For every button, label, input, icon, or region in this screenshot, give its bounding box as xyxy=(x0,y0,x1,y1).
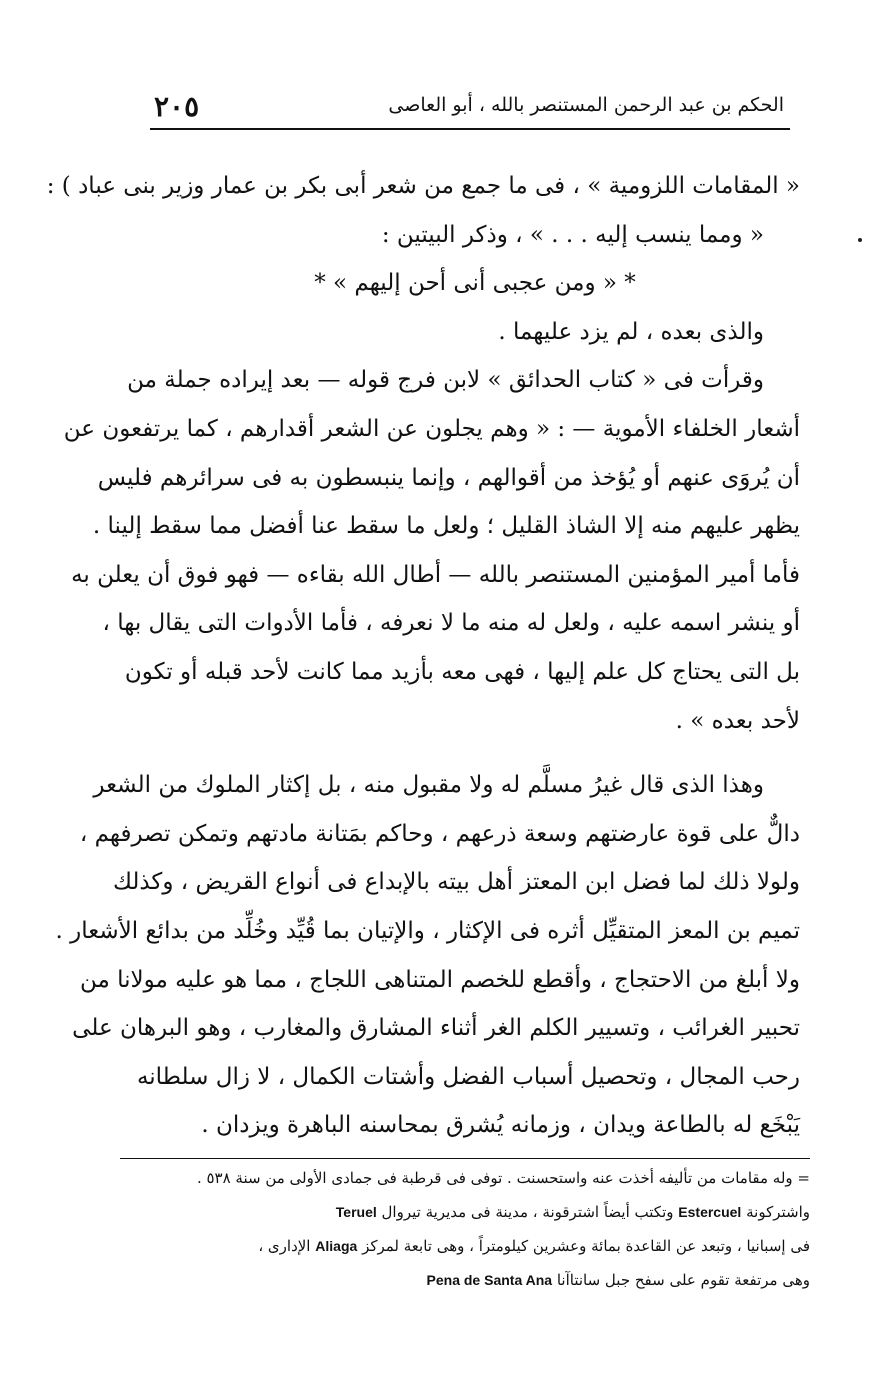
text-line: وقرأت فى « كتاب الحدائق » لابن فرج قوله — بعد إيراده جملة من xyxy=(127,367,764,394)
footnote-text: وهى مرتفعة تقوم على سفح جبل سانتاآنا xyxy=(556,1271,810,1289)
text-line: تحبير الغرائب ، وتسيير الكلم الغر أثناء المشارق والمغارب ، وهو البرهان على xyxy=(72,1015,800,1042)
text-line: « ومما ينسب إليه . . . » ، وذكر البيتين : xyxy=(381,221,764,248)
verse-line: * « ومن عجبى أنى أحن إليهم » * xyxy=(314,270,636,297)
latin-place-name: Teruel xyxy=(335,1204,377,1220)
latin-place-name: Aliaga xyxy=(315,1238,358,1254)
text-line: بل التى يحتاج كل علم إليها ، فهى معه بأزيد مما كانت لأحد قبله أو تكون xyxy=(124,658,800,685)
footnote-text: فى إسبانيا ، وتبعد عن القاعدة بمائة وعشرين كيلومتراً ، وهى تابعة لمركز xyxy=(362,1237,810,1255)
text-line: وهذا الذى قال غيرُ مسلَّم له ولا مقبول منه ، بل إكثار الملوك من الشعر xyxy=(93,772,764,799)
main-text xyxy=(46,162,800,1150)
text-line: ولولا ذلك لما فضل ابن المعتز أهل بيته بالإبداع فى أنواع القريض ، وكذلك xyxy=(112,869,800,896)
text-line: والذى بعده ، لم يزد عليهما . xyxy=(498,318,764,345)
footnote-text: الإدارى ، xyxy=(258,1237,311,1255)
text-line: « المقامات اللزومية » ، فى ما جمع من شعر أبى بكر بن عمار وزير بنى عباد ) : xyxy=(46,173,800,199)
page-number: ٢٠٥ xyxy=(154,90,200,123)
text-line: ولا أبلغ من الاحتجاج ، وأقطع للخصم المتناهى اللجاج ، مما هو عليه مولانا من xyxy=(80,966,800,993)
latin-place-name: Estercuel xyxy=(678,1204,742,1220)
footnote-text: وتكتب أيضاً اشترقونة ، مدينة فى مديرية تيروال xyxy=(381,1203,674,1221)
text-line: رحب المجال ، وتحصيل أسباب الفضل وأشتات الكمال ، لا زال سلطانه xyxy=(136,1063,800,1090)
footnote-line xyxy=(120,1263,810,1297)
text-line: لأحد بعده » . xyxy=(675,707,800,734)
text-line: فأما أمير المؤمنين المستنصر بالله — أطال الله بقاءه — فهو فوق أن يعلن به xyxy=(71,561,800,588)
text-line: أن يُروَى عنهم أو يُؤخذ من أقوالهم ، وإنما ينبسطون به فى سرائرهم فليس xyxy=(97,464,800,491)
running-title: الحكم بن عبد الرحمن المستنصر بالله ، أبو العاصى xyxy=(388,94,784,116)
text-line: يَبْخَع له بالطاعة ويدان ، وزمانه يُشرق بمحاسنه الباهرة ويزدان . xyxy=(201,1112,800,1139)
text-line: دالٌّ على قوة عارضتهم وسعة ذرعهم ، وحاكم بمَتانة مادتهم وتمكن تصرفهم ، xyxy=(79,820,800,847)
footnotes xyxy=(120,1158,810,1297)
text-line: تميم بن المعز المتقيِّل أثره فى الإكثار ، والإتيان بما قُيِّد وخُلِّد من بدائع الأشعار . xyxy=(55,917,800,944)
latin-place-name: Pena de Santa Ana xyxy=(426,1272,553,1288)
footnote-text: واشتركونة xyxy=(746,1203,810,1221)
footnote-line: = وله مقامات من تأليفه أخذت عنه واستحسنت . توفى فى قرطبة فى جمادى الأولى من سنة ٥٣٨ . xyxy=(196,1169,810,1187)
footnote-line xyxy=(120,1195,810,1229)
text-line: أو ينشر اسمه عليه ، ولعل له منه ما لا نعرفه ، فأما الأدوات التى يقال بها ، xyxy=(102,610,800,637)
scan-speck xyxy=(858,238,862,242)
text-line: أشعار الخلفاء الأموية — : « وهم يجلون عن الشعر أقدارهم ، كما يرتفعون عن xyxy=(63,415,800,442)
paragraph-gap xyxy=(150,745,800,761)
text-line: يظهر عليهم منه إلا الشاذ القليل ؛ ولعل ما سقط عنا أفضل مما سقط إلينا . xyxy=(92,513,800,540)
footnote-line xyxy=(120,1229,810,1263)
page-header xyxy=(150,88,790,130)
